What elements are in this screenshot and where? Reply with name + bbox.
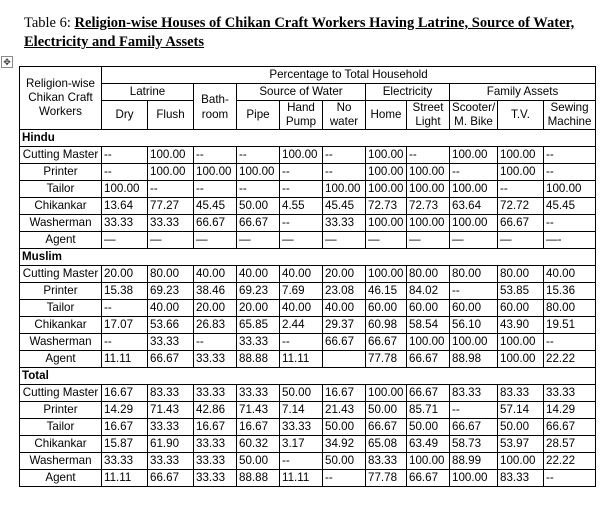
table-cell: 58.54 [407,317,450,334]
table-cell: 66.67 [407,385,450,402]
table-cell: — [194,232,237,249]
table-cell: 83.33 [498,385,544,402]
table-cell: 57.14 [498,402,544,419]
table-cell: 66.67 [450,419,498,436]
group-assets: Family Assets [450,84,596,101]
table-cell: 13.64 [102,198,148,215]
table-cell: 20.00 [237,300,280,317]
table-cell: 83.33 [148,385,194,402]
table-cell: 100.00 [450,334,498,351]
table-cell: 100.00 [498,453,544,470]
table-cell: 14.29 [102,402,148,419]
table-cell: 16.67 [323,385,366,402]
group-electricity: Electricity [366,84,450,101]
table-cell: 60.00 [498,300,544,317]
table-cell: 66.67 [498,215,544,232]
table-cell: 20.00 [323,266,366,283]
table-cell: -- [194,334,237,351]
table-cell: 100.00 [237,164,280,181]
section-title: Total [20,368,596,385]
table-cell: 33.33 [194,436,237,453]
table-cell: -- [280,181,323,198]
table-cell: 11.11 [102,470,148,487]
table-cell: 69.23 [237,283,280,300]
row-label: Printer [20,283,102,300]
table-row [20,317,596,334]
table-cell: 60.32 [237,436,280,453]
table-cell: — [323,232,366,249]
table-cell: — [148,232,194,249]
table-cell: 58.73 [450,436,498,453]
table-row [20,453,596,470]
table-cell: 38.46 [194,283,237,300]
table-cell: -- [544,147,596,164]
table-cell: 61.90 [148,436,194,453]
table-cell: 15.38 [102,283,148,300]
table-cell: — [450,232,498,249]
table-cell: 33.33 [194,470,237,487]
table-cell: 100.00 [450,215,498,232]
table-move-handle-icon[interactable]: ✥ [1,56,13,68]
table-cell: -- [194,181,237,198]
table-cell: 28.57 [544,436,596,453]
table-cell: 66.67 [148,351,194,368]
header-row-groups [20,84,596,101]
col-pipe: Pipe [237,101,280,130]
table-cell: 80.00 [450,266,498,283]
table-cell: 46.15 [366,283,407,300]
table-cell: 53.66 [148,317,194,334]
col-dry: Dry [102,101,148,130]
table-cell: 66.67 [148,470,194,487]
table-cell: 17.07 [102,317,148,334]
table-cell: 100.00 [366,181,407,198]
table-title-prefix: Table 6: [24,15,75,31]
table-cell: 88.98 [450,351,498,368]
table-cell: 100.00 [366,147,407,164]
table-row [20,436,596,453]
table-cell: — [280,232,323,249]
table-cell: 56.10 [450,317,498,334]
col-scooter: Scooter/ M. Bike [450,101,498,130]
table-cell: 100.00 [102,181,148,198]
table-row [20,215,596,232]
table-cell: 20.00 [194,300,237,317]
table-cell: 63.49 [407,436,450,453]
table-row [20,266,596,283]
table-cell: 40.00 [323,300,366,317]
table-cell: 80.00 [544,300,596,317]
table-cell: 7.14 [280,402,323,419]
table-cell: 100.00 [323,181,366,198]
table-cell: 20.00 [102,266,148,283]
table-cell: 4.55 [280,198,323,215]
row-label: Tailor [20,300,102,317]
table-cell: 84.02 [407,283,450,300]
table-cell: 100.00 [498,351,544,368]
table-cell: 100.00 [366,385,407,402]
row-label: Cutting Master [20,266,102,283]
table-cell: 23.08 [323,283,366,300]
table-cell: -- [323,470,366,487]
table-cell: 33.33 [102,453,148,470]
table-cell: — [407,232,450,249]
table-row [20,300,596,317]
header-top: Percentage to Total Household [102,67,596,84]
table-cell: 43.90 [498,317,544,334]
table-cell: 77.78 [366,470,407,487]
table-cell: 15.87 [102,436,148,453]
table-cell: 100.00 [194,164,237,181]
table-cell: 33.33 [323,215,366,232]
table-cell: -- [148,181,194,198]
table-cell: 100.00 [366,215,407,232]
table-row [20,181,596,198]
table-cell: 50.00 [280,385,323,402]
table-cell: 60.00 [407,300,450,317]
row-label: Agent [20,470,102,487]
table-cell: -- [450,402,498,419]
table-cell: -- [280,453,323,470]
table-cell: 65.08 [366,436,407,453]
table-cell: 63.64 [450,198,498,215]
table-cell: — [366,232,407,249]
table-title [24,14,594,52]
table-cell: 45.45 [544,198,596,215]
row-label: Agent [20,351,102,368]
table-cell: 77.27 [148,198,194,215]
row-label: Cutting Master [20,385,102,402]
table-cell: 33.33 [194,351,237,368]
col-no-water: No water [323,101,366,130]
table-cell: 100.00 [407,164,450,181]
table-cell: 100.00 [450,147,498,164]
table-cell: -- [544,215,596,232]
table-cell: — [102,232,148,249]
table-row [20,198,596,215]
table-cell: 88.88 [237,351,280,368]
table-cell: -- [102,300,148,317]
table-cell: 21.43 [323,402,366,419]
table-cell: — [498,232,544,249]
table-cell: 50.00 [498,419,544,436]
table-row [20,419,596,436]
table-cell: 45.45 [323,198,366,215]
table-cell: 15.36 [544,283,596,300]
table-cell: 33.33 [148,419,194,436]
table-cell: 53.85 [498,283,544,300]
table-cell: 83.33 [450,385,498,402]
header-row-columns [20,101,596,130]
table-cell: 66.67 [323,334,366,351]
table-cell: 33.33 [148,453,194,470]
table-cell: 33.33 [280,419,323,436]
table-cell: -- [544,334,596,351]
row-label: Printer [20,402,102,419]
table-row [20,164,596,181]
section-title: Muslim [20,249,596,266]
table-cell: 66.67 [407,351,450,368]
table-row [20,402,596,419]
row-label: Washerman [20,215,102,232]
table-cell: 80.00 [407,266,450,283]
table-cell: 7.69 [280,283,323,300]
table-cell: -- [102,334,148,351]
section-row [20,249,596,266]
row-label: Cutting Master [20,147,102,164]
table-cell: 3.17 [280,436,323,453]
table-cell: -- [450,283,498,300]
table-row [20,385,596,402]
table-cell: 66.67 [544,419,596,436]
table-cell: 42.86 [194,402,237,419]
table-cell: 50.00 [323,453,366,470]
table-cell: 26.83 [194,317,237,334]
table-cell: 83.33 [366,453,407,470]
table-cell: 40.00 [544,266,596,283]
group-latrine: Latrine [102,84,194,101]
table-cell: 11.11 [102,351,148,368]
table-cell: 40.00 [148,300,194,317]
table-cell: 33.33 [102,215,148,232]
table-cell: 100.00 [407,215,450,232]
table-cell [323,351,366,368]
table-cell: 11.11 [280,470,323,487]
table-title-text: Religion-wise Houses of Chikan Craft Workers Having Latrine, Source of Water, Electricity and Family Assets [24,15,575,50]
table-cell: 33.33 [194,453,237,470]
table-cell: 100.00 [407,453,450,470]
table-cell: 60.00 [366,300,407,317]
table-cell: 72.73 [407,198,450,215]
table-cell: 88.99 [450,453,498,470]
table-cell: 50.00 [323,419,366,436]
table-cell: 50.00 [237,453,280,470]
table-cell: 33.33 [148,215,194,232]
row-label: Chikankar [20,198,102,215]
table-cell: 66.67 [237,215,280,232]
table-cell: -- [544,470,596,487]
col-tv: T.V. [498,101,544,130]
table-cell: —- [544,232,596,249]
table-cell: 65.85 [237,317,280,334]
table-cell: 100.00 [407,334,450,351]
col-sewing-machine: Sewing Machine [544,101,596,130]
table-row [20,147,596,164]
table-cell: 100.00 [498,334,544,351]
table-cell: 100.00 [407,181,450,198]
table-cell: 100.00 [366,164,407,181]
table-cell: 33.33 [237,334,280,351]
table-row [20,283,596,300]
table-cell: 53.97 [498,436,544,453]
table-cell: 40.00 [194,266,237,283]
table-cell: 69.23 [148,283,194,300]
table-cell: -- [280,334,323,351]
table-cell: 100.00 [498,147,544,164]
table-cell: 50.00 [237,198,280,215]
table-row [20,232,596,249]
table-cell: 100.00 [450,181,498,198]
table-cell: 72.72 [498,198,544,215]
col-flush: Flush [148,101,194,130]
data-table [19,66,596,487]
section-row [20,130,596,147]
table-cell: 40.00 [280,266,323,283]
table-cell: 72.73 [366,198,407,215]
row-label: Washerman [20,453,102,470]
col-home: Home [366,101,407,130]
table-cell: 34.92 [323,436,366,453]
table-cell: 22.22 [544,351,596,368]
table-cell: 66.67 [366,334,407,351]
table-cell: -- [102,147,148,164]
table-cell: -- [237,147,280,164]
table-cell: 71.43 [237,402,280,419]
table-cell: 14.29 [544,402,596,419]
table-cell: 100.00 [148,164,194,181]
table-cell: 60.00 [450,300,498,317]
table-cell: 45.45 [194,198,237,215]
table-cell: 66.67 [194,215,237,232]
table-cell: 71.43 [148,402,194,419]
table-cell: 100.00 [280,147,323,164]
table-cell: 40.00 [237,266,280,283]
table-row [20,334,596,351]
group-water: Source of Water [237,84,366,101]
row-label: Washerman [20,334,102,351]
table-cell: 100.00 [544,181,596,198]
row-label: Chikankar [20,317,102,334]
table-cell: 16.67 [102,419,148,436]
group-bathroom: Bath-room [194,84,237,130]
table-cell: 16.67 [237,419,280,436]
table-cell: 66.67 [407,470,450,487]
row-label: Agent [20,232,102,249]
table-cell: 77.78 [366,351,407,368]
table-cell: 80.00 [498,266,544,283]
table-cell: 85.71 [407,402,450,419]
header-row-top [20,67,596,84]
col-street-light: Street Light [407,101,450,130]
table-cell: -- [544,164,596,181]
table-cell: 29.37 [323,317,366,334]
table-cell: 16.67 [194,419,237,436]
table-cell: 40.00 [280,300,323,317]
table-cell: -- [237,181,280,198]
row-label: Printer [20,164,102,181]
section-row [20,368,596,385]
table-cell: -- [407,147,450,164]
table-cell: -- [194,147,237,164]
table-cell: 100.00 [498,164,544,181]
table-row [20,470,596,487]
table-cell: -- [323,164,366,181]
table-cell: 80.00 [148,266,194,283]
table-cell: 88.88 [237,470,280,487]
row-label: Tailor [20,181,102,198]
table-cell: -- [280,215,323,232]
col-hand-pump: Hand Pump [280,101,323,130]
table-cell: 83.33 [498,470,544,487]
corner-header: Religion-wise Chikan Craft Workers [20,67,102,130]
table-cell: 60.98 [366,317,407,334]
table-cell: — [237,232,280,249]
table-cell: 33.33 [237,385,280,402]
table-row [20,351,596,368]
table-cell: 33.33 [194,385,237,402]
table-cell: 11.11 [280,351,323,368]
table-cell: 100.00 [450,470,498,487]
table-cell: -- [323,147,366,164]
table-cell: 50.00 [407,419,450,436]
table-cell: 33.33 [148,334,194,351]
table-cell: 100.00 [366,266,407,283]
table-cell: -- [450,164,498,181]
table-cell: 66.67 [366,419,407,436]
table-cell: -- [280,164,323,181]
table-cell: -- [102,164,148,181]
row-label: Chikankar [20,436,102,453]
table-cell: 33.33 [544,385,596,402]
row-label: Tailor [20,419,102,436]
table-cell: 2.44 [280,317,323,334]
table-cell: 22.22 [544,453,596,470]
table-cell: 16.67 [102,385,148,402]
table-cell: 100.00 [148,147,194,164]
table-cell: -- [498,181,544,198]
table-cell: 19.51 [544,317,596,334]
section-title: Hindu [20,130,596,147]
table-cell: 50.00 [366,402,407,419]
